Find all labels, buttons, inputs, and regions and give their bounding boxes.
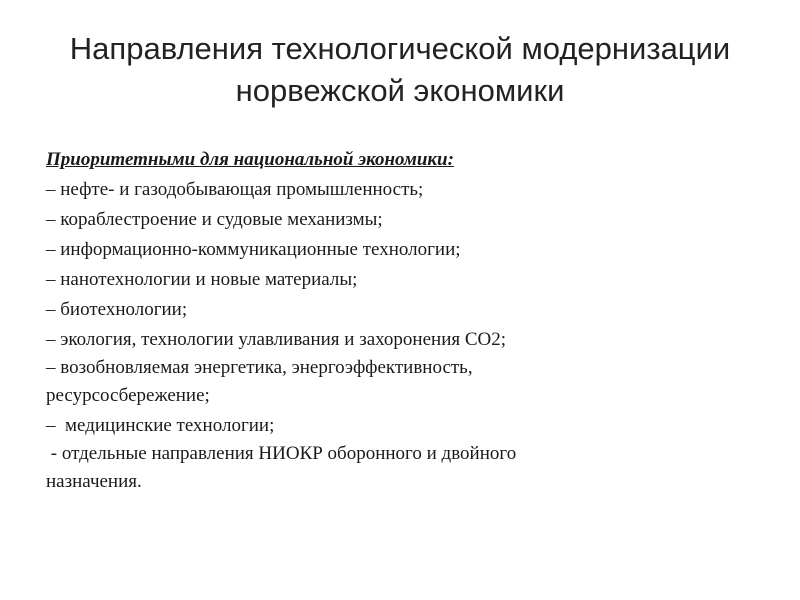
list-item-renewable-energy: – возобновляемая энергетика, энергоэффективность, bbox=[46, 357, 473, 378]
slide-title-line-2: норвежской экономики bbox=[235, 73, 565, 108]
list-item-nanotech: – нанотехнологии и новые материалы; bbox=[46, 269, 358, 290]
section-heading: Приоритетными для национальной экономики: bbox=[46, 149, 454, 170]
list-item-biotech: – биотехнологии; bbox=[46, 299, 188, 320]
list-item-shipbuilding: – кораблестроение и судовые механизмы; bbox=[46, 209, 383, 230]
list-item-defense-rnd: - отдельные направления НИОКР оборонного и двойного bbox=[46, 443, 517, 464]
list-item-ict: – информационно-коммуникационные технологии; bbox=[46, 239, 461, 260]
list-item-renewable-energy-continued: ресурсосбережение; bbox=[46, 385, 210, 406]
slide-title bbox=[40, 28, 760, 112]
slide-body bbox=[46, 145, 756, 497]
slide-title-line-1: Направления технологической модернизации bbox=[69, 31, 731, 66]
list-item-defense-rnd-continued: назначения. bbox=[46, 471, 142, 492]
list-item-medical: – медицинские технологии; bbox=[46, 415, 275, 436]
list-item-oil-gas: – нефте- и газодобывающая промышленность; bbox=[46, 179, 424, 200]
list-item-ecology: – экология, технологии улавливания и захоронения СО2; bbox=[46, 329, 507, 350]
